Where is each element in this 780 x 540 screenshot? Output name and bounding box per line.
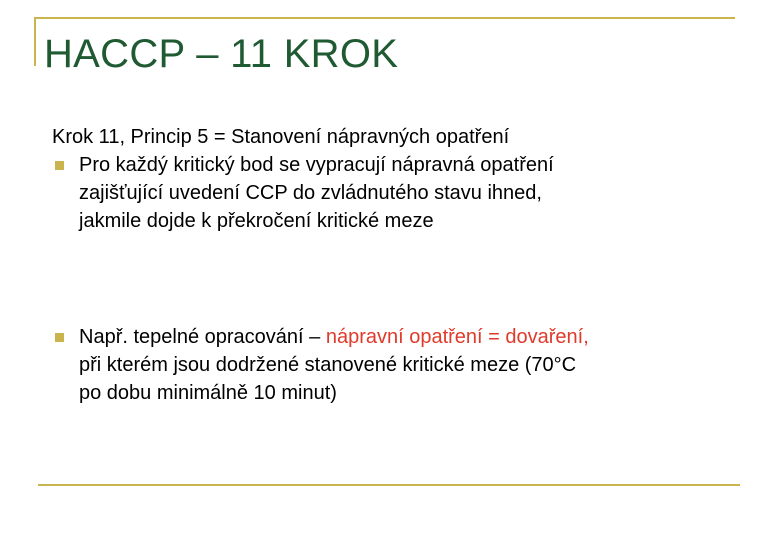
bullet-2-text [79,323,732,407]
title-frame-left-rule [34,17,36,66]
bullet-1-line-1: Pro každý kritický bod se vypracují nápravná opatření [79,154,554,176]
square-bullet-icon [55,161,64,170]
bullet-2-line-2: při kterém jsou dodržené stanovené kritické meze (70°C [79,354,577,376]
bullet-item-2 [52,323,732,407]
square-bullet-icon [55,333,64,342]
bullet-2-line-1-prefix: Např. tepelné opracování – [79,326,326,348]
intro-text: Krok 11, Princip 5 = Stanovení nápravných opatření [52,126,510,148]
bullet-2-highlight: nápravní opatření = dovaření, [325,326,589,348]
slide-title: HACCP – 11 KROK [44,32,399,76]
title-frame-top-rule [34,17,735,19]
bullet-2-line-3: po dobu minimálně 10 minut) [79,382,337,404]
bullet-1-line-3: jakmile dojde k překročení kritické meze [79,210,434,232]
bullet-1-line-2: zajišťující uvedení CCP do zvládnutého stavu ihned, [79,182,542,204]
bullet-1-text [79,151,732,235]
bullet-item-1 [52,151,732,235]
bottom-rule [38,484,740,486]
